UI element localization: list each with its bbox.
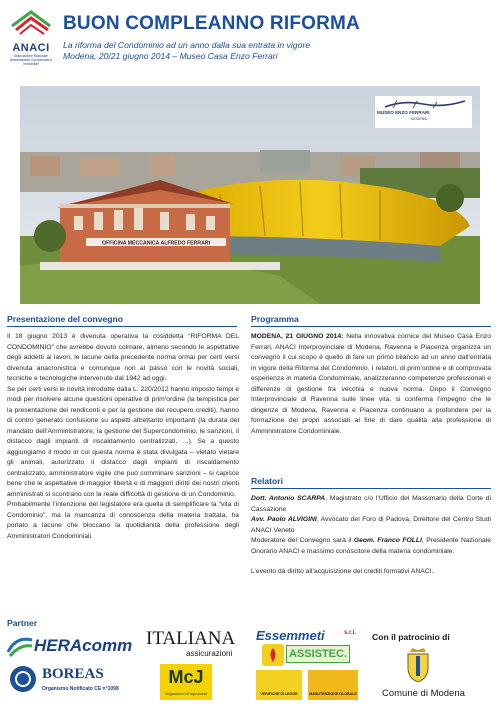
mcj-sub: Organismo di Ispezione xyxy=(164,691,208,696)
comune-di-modena: Comune di Modena xyxy=(382,688,465,699)
logo-tagline: Associazione Nazionale Amministratori Condominiali e Immobiliari xyxy=(9,54,53,66)
moderatore xyxy=(251,536,491,557)
moderatore-name: Geom. Franco FOLLI xyxy=(353,537,422,544)
moderatore-text: , Presidente Nazionale Onorario ANACI e massimo conoscitore della materia condominiale. xyxy=(251,537,491,555)
presentazione-title: Presentazione del convegno xyxy=(7,314,124,324)
patrocinio-title: Con il patrocinio di xyxy=(372,632,450,642)
relatore-1-name: Dott. Antonio SCARPA xyxy=(251,495,326,502)
relatori-title: Relatori xyxy=(251,476,283,486)
relatore-2-text: , Avvocato del Foro di Padova, Direttore del Centro Studi ANACI Veneto xyxy=(251,516,491,534)
presentazione-paragraph-2: Se per certi versi le novità introdotte dalla L. 220/2012 hanno imposto tempi e modi per risolvere alcune questioni operative di prim’ordine (la tempistica per la presentazione dei rendiconti e per la gestione del recupero crediti), hanno di contro generato confusione su aspetti altrettanto importanti (la durata del mandato dell’Amministratore, la gestione del Supercondominio, le sanzioni, il distacco dagli impianti di riscaldamento centralizzati, …). Se a questo aggiungiamo il modo in cui questa norma è stata divulgata – vietato vietare gli animali, autorizzato il distacco dagli impianti di riscaldamento centralizzato, amministratore vigile che può comminare sanzioni – si capisce bene che le aspettative di maggior libertà e di maggiori diritti dei nostri clienti amministrati si scontrano con la reale difficoltà di gestione di un Condominio. xyxy=(7,385,239,498)
subtitle-line-2: Modena, 20/21 giugno 2014 – Museo Casa Enzo Ferrari xyxy=(63,51,278,61)
boreas-logo xyxy=(6,664,134,696)
essemmeti-srl: s.r.l. xyxy=(344,630,357,636)
manutenzione-label: MANUTENZIONE GLOBALE xyxy=(309,692,357,696)
museum-logo-sub: MODENA xyxy=(411,117,427,121)
relatore-1 xyxy=(251,494,491,515)
italiana-sub: assicurazioni xyxy=(186,649,233,658)
relatore-2-name: Avv. Paolo ALVIGINI xyxy=(251,516,317,523)
museum-logo xyxy=(375,96,472,128)
verifiche-badge xyxy=(256,670,302,700)
programma-rule xyxy=(251,326,491,327)
italiana-name: ITALIANA xyxy=(146,628,236,649)
boreas-icon xyxy=(10,666,36,692)
logo-name: ANACI xyxy=(12,42,50,54)
presentazione-paragraph-3: Probabilmente l’intenzione del legislatore era quella di semplificare la “vita di Condominio”, ma la mancanza di conoscenza della materia trattata, ha portato a lacune che bloccano la quotidianità della professione degli Amministratori Condominiali. xyxy=(7,501,239,540)
moderatore-pre: Moderatore del Convegno sarà il xyxy=(251,537,354,544)
presentazione-body xyxy=(7,332,239,542)
presentazione-paragraph-1: Il 18 giugno 2013 è divenuta operativa la cosiddetta “RIFORMA DEL CONDOMINIO” che avrebbe dovuto colmare, almeno secondo le aspettative degli addetti ai lavori, le lacune della precedente norma ormai per certi versi divenuta anacronistica e comunque non al passo con le novità sociali, tecniche e tecnologiche intervenute dal 1942 ad oggi. xyxy=(7,333,239,382)
crediti-note: L’evento dà diritto all’acquisizione dei crediti formativi ANACI. xyxy=(251,568,434,575)
programma-body xyxy=(251,332,491,437)
programma-lead: MODENA, 21 GIUGNO 2014: xyxy=(251,333,344,340)
mcj-logo xyxy=(160,664,212,700)
assistec-flame-icon xyxy=(262,644,284,666)
partner-title: Partner xyxy=(7,618,38,628)
programma-title: Programma xyxy=(251,314,299,324)
mcj-name: McJ xyxy=(168,667,204,687)
relatore-1-text: , Magistrato c/o l’Ufficio del Massimario della Corte di Cassazione xyxy=(251,495,491,513)
museum-emblem-icon xyxy=(383,98,467,110)
essemmeti-name: Essemmeti xyxy=(256,628,325,643)
italiana-logo xyxy=(146,628,246,658)
relatori-body xyxy=(251,494,491,578)
boreas-name: BOREAS xyxy=(42,666,104,682)
building-sign: OFFICINA MECCANICA ALFREDO FERRARI xyxy=(101,240,211,247)
essemmeti-logo xyxy=(256,628,362,700)
heracomm-logo xyxy=(6,628,134,660)
assistec-badge xyxy=(286,645,350,663)
anaci-logo xyxy=(6,6,56,76)
programma-text: Nella innovativa cornice del Museo Casa Enzo Ferrari, ANACI Interprovinciale di Modena, Ravenna e Piacenza organizza un convegno il cui scopo è quello di fare un primo bilancio ad un anno dall’entrata in vigore della Riforma del Condominio. I relatori, di prim’ordine e di comprovata esperienza in materia Condominiale, analizzeranno competenze professionali e differenze di gestione fra vecchia e nuova norma. Dopo il Convegno Interprovinciale di Ravenna sulle linee vita, si conferma l’impegno che le dirigenze di Modena, Ravenna e Piacenza continuano a profondere per la formazione dei propri associati al fine di dare qualità alla professione di Amministratore Condominiale. xyxy=(251,333,491,435)
presentazione-rule xyxy=(7,326,237,327)
verifiche-label: VERIFICHE DI LEGGE xyxy=(260,692,298,696)
relatori-rule xyxy=(251,488,491,489)
museum-logo-name: MUSEO ENZO FERRARI xyxy=(377,110,430,115)
page-title: BUON COMPLEANNO RIFORMA xyxy=(63,13,360,34)
manutenzione-badge xyxy=(308,670,358,700)
anaci-roof-icon xyxy=(10,6,52,42)
hera-swoosh-icon xyxy=(6,634,34,658)
subtitle-line-1: La riforma del Condominio ad un anno dalla sua entrata in vigore xyxy=(63,40,310,50)
relatore-2 xyxy=(251,515,491,536)
modena-crest-icon xyxy=(404,648,432,682)
assistec-name: ASSISTEC. xyxy=(288,648,348,660)
heracomm-name: HERAcomm xyxy=(34,636,133,655)
boreas-sub: Organismo Notificato CE n°1098 xyxy=(42,686,119,692)
